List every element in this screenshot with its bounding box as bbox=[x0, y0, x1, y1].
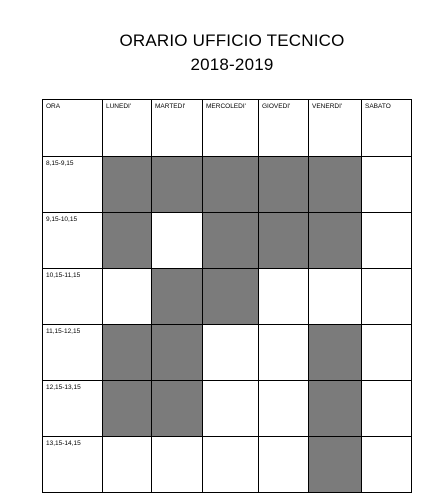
slot-cell-monday bbox=[103, 437, 152, 493]
slot-cell-saturday bbox=[362, 381, 412, 437]
school-year: 2018-2019 bbox=[190, 55, 274, 74]
time-slot-cell: 12,15-13,15 bbox=[43, 381, 103, 437]
slot-cell-saturday bbox=[362, 437, 412, 493]
slot-cell-wednesday bbox=[203, 157, 259, 213]
slot-cell-friday bbox=[309, 157, 362, 213]
time-slot-cell: 10,15-11,15 bbox=[43, 269, 103, 325]
header-cell-saturday: SABATO bbox=[362, 100, 412, 157]
slot-cell-monday bbox=[103, 325, 152, 381]
slot-cell-wednesday bbox=[203, 325, 259, 381]
time-slot-cell: 9,15-10,15 bbox=[43, 213, 103, 269]
slot-cell-monday bbox=[103, 157, 152, 213]
table-row bbox=[43, 325, 412, 381]
slot-cell-tuesday bbox=[152, 437, 203, 493]
time-slot-cell: 8,15-9,15 bbox=[43, 157, 103, 213]
header-cell-friday: VENERDI' bbox=[309, 100, 362, 157]
schedule-table bbox=[42, 99, 412, 493]
slot-cell-saturday bbox=[362, 325, 412, 381]
header-cell-time: ORA bbox=[43, 100, 103, 157]
slot-cell-tuesday bbox=[152, 269, 203, 325]
slot-cell-tuesday bbox=[152, 213, 203, 269]
table-row bbox=[43, 437, 412, 493]
slot-cell-friday bbox=[309, 381, 362, 437]
slot-cell-thursday bbox=[259, 437, 309, 493]
slot-cell-tuesday bbox=[152, 381, 203, 437]
slot-cell-wednesday bbox=[203, 269, 259, 325]
document-title: ORARIO UFFICIO TECNICO bbox=[119, 31, 345, 50]
slot-cell-saturday bbox=[362, 157, 412, 213]
table-row bbox=[43, 381, 412, 437]
slot-cell-tuesday bbox=[152, 157, 203, 213]
slot-cell-tuesday bbox=[152, 325, 203, 381]
time-slot-cell: 11,15-12,15 bbox=[43, 325, 103, 381]
slot-cell-saturday bbox=[362, 269, 412, 325]
header-cell-tuesday: MARTEDI' bbox=[152, 100, 203, 157]
slot-cell-saturday bbox=[362, 213, 412, 269]
slot-cell-wednesday bbox=[203, 381, 259, 437]
slot-cell-thursday bbox=[259, 269, 309, 325]
slot-cell-thursday bbox=[259, 325, 309, 381]
table-row bbox=[43, 269, 412, 325]
slot-cell-wednesday bbox=[203, 437, 259, 493]
header-cell-monday: LUNEDI' bbox=[103, 100, 152, 157]
header-row bbox=[43, 100, 412, 157]
slot-cell-wednesday bbox=[203, 213, 259, 269]
slot-cell-friday bbox=[309, 325, 362, 381]
time-slot-cell: 13,15-14,15 bbox=[43, 437, 103, 493]
slot-cell-friday bbox=[309, 213, 362, 269]
slot-cell-thursday bbox=[259, 213, 309, 269]
table-row bbox=[43, 157, 412, 213]
slot-cell-friday bbox=[309, 269, 362, 325]
table-row bbox=[43, 213, 412, 269]
header-cell-wednesday: MERCOLEDI' bbox=[203, 100, 259, 157]
slot-cell-thursday bbox=[259, 381, 309, 437]
slot-cell-monday bbox=[103, 213, 152, 269]
slot-cell-thursday bbox=[259, 157, 309, 213]
slot-cell-monday bbox=[103, 381, 152, 437]
header-cell-thursday: GIOVEDI' bbox=[259, 100, 309, 157]
slot-cell-friday bbox=[309, 437, 362, 493]
slot-cell-monday bbox=[103, 269, 152, 325]
